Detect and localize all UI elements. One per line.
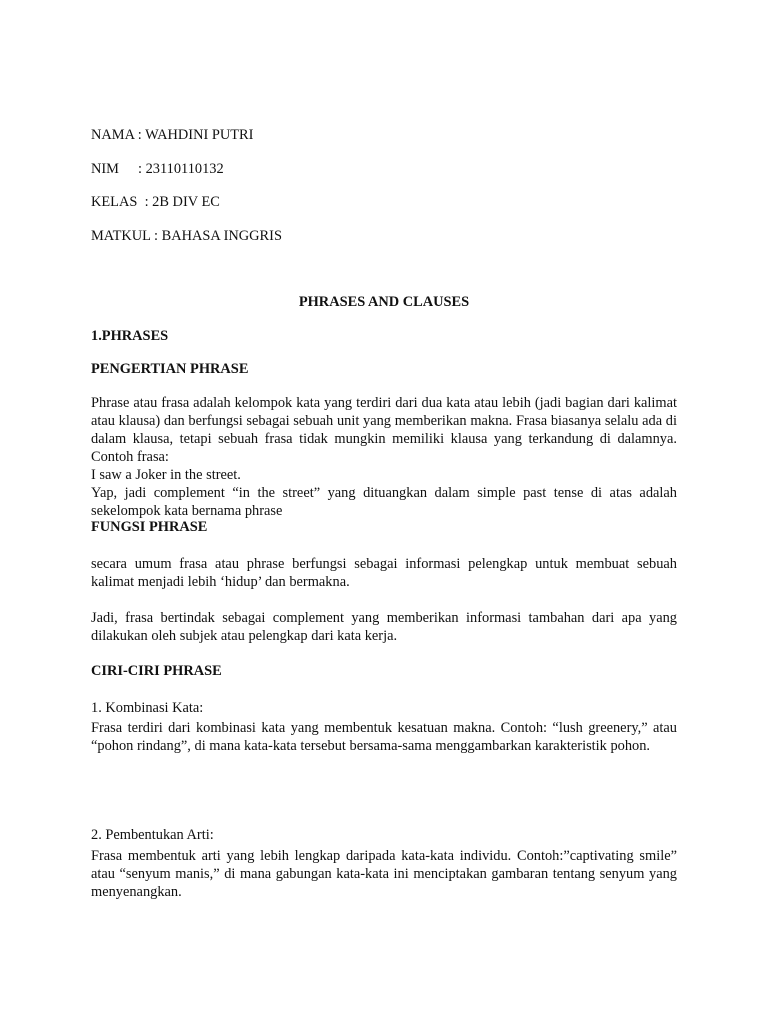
fungsi-text-2: Jadi, frasa bertindak sebagai complement yang memberikan informasi tambahan dari apa yang dilakukan oleh subjek atau pelengkap dari kata kerja. (91, 610, 677, 644)
fungsi-paragraph-1 (91, 555, 677, 591)
fungsi-paragraph-2 (91, 609, 677, 645)
example-sentence: I saw a Joker in the street. (91, 467, 241, 483)
example-explanation: Yap, jadi complement “in the street” yang dituangkan dalam simple past tense di atas adalah sekelompok kata bernama phrase (91, 485, 677, 519)
course-name: MATKUL : BAHASA INGGRIS (91, 228, 282, 244)
ciri-1-title: 1. Kombinasi Kata: (91, 700, 204, 716)
ciri-2-paragraph (91, 847, 677, 901)
ciri-1-paragraph (91, 719, 677, 755)
pengertian-heading: PENGERTIAN PHRASE (91, 361, 249, 377)
ciri-2-title: 2. Pembentukan Arti: (91, 827, 214, 843)
fungsi-text-1: secara umum frasa atau phrase berfungsi sebagai informasi pelengkap untuk membuat sebuah kalimat menjadi lebih ‘hidup’ dan bermakna. (91, 556, 677, 590)
student-class: KELAS : 2B DIV EC (91, 194, 220, 210)
nim-value: : 23110110132 (138, 161, 224, 177)
ciri-heading: CIRI-CIRI PHRASE (91, 663, 222, 679)
ciri-2-text: Frasa membentuk arti yang lebih lengkap daripada kata-kata individu. Contoh:”captivating smile” atau “senyum manis,” di mana gabungan kata-kata ini menciptakan gambaran tentang senyum yang menyenangkan. (91, 848, 677, 900)
student-nim (91, 160, 677, 178)
pengertian-paragraph (91, 394, 677, 520)
nim-label: NIM (91, 161, 119, 177)
ciri-1-text: Frasa terdiri dari kombinasi kata yang membentuk kesatuan makna. Contoh: “lush greenery,” atau “pohon rindang”, di mana kata-kata tersebut bersama-sama menggambarkan karakteristik pohon. (91, 720, 677, 754)
pengertian-text: Phrase atau frasa adalah kelompok kata yang terdiri dari dua kata atau lebih (jadi bagian dari kalimat atau klausa) dan berfungsi sebagai sebuah unit yang memberikan makna. Frasa biasanya selalu ada di dalam klausa, tetapi sebuah frasa tidak mungkin memiliki klausa yang terkandung di dalamnya. Contoh frasa: (91, 395, 677, 465)
student-name: NAMA : WAHDINI PUTRI (91, 127, 254, 143)
section-phrases-heading: 1.PHRASES (91, 328, 169, 344)
document-title: PHRASES AND CLAUSES (298, 294, 470, 310)
fungsi-heading: FUNGSI PHRASE (91, 519, 208, 535)
